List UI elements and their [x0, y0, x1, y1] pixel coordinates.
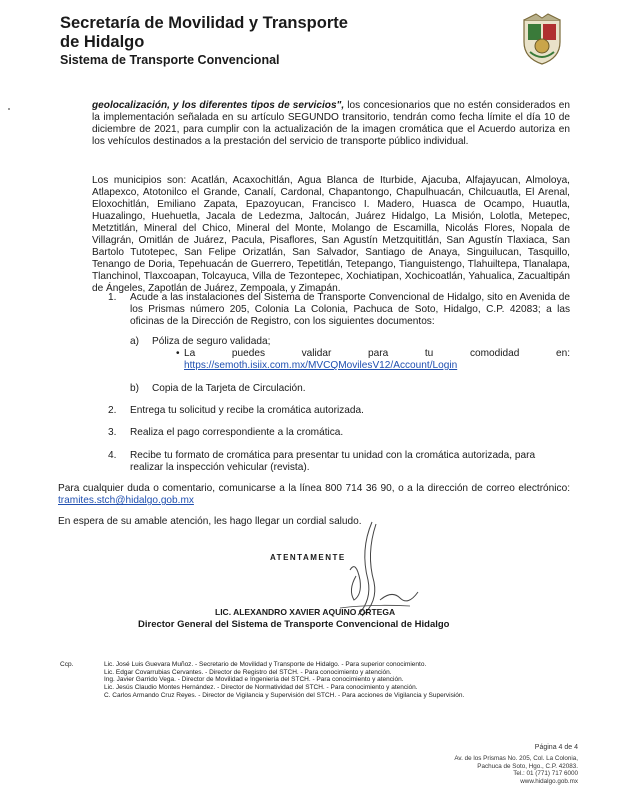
handwritten-signature — [300, 520, 430, 620]
step-4-number: 4. — [108, 450, 117, 461]
ccp-line: Lic. Edgar Covarrubias Cervantes. - Director de Registro del STCH. - Para conocimiento y atención. — [104, 668, 392, 676]
atentamente-label: ATENTAMENTE — [270, 553, 346, 562]
step-3-text: Realiza el pago correspondiente a la cromática. — [130, 427, 344, 438]
item-a-text: Póliza de seguro validada; — [152, 336, 271, 347]
ccp-list — [104, 661, 464, 700]
footer-address-1: Av. de los Prismas No. 205, Col. La Colonia, — [454, 755, 578, 762]
footer-web: www.hidalgo.gob.mx — [520, 777, 578, 785]
footer-address — [454, 755, 578, 785]
contact-paragraph — [58, 483, 570, 507]
ccp-line: Ing. Javier Garrido Vega. - Director de Movilidad e Ingeniería del STCH. - Para conocimiento y atención. — [104, 676, 404, 684]
footer-address-2: Pachuca de Soto, Hgo., C.P. 42083. — [477, 762, 578, 770]
step-1 — [108, 292, 570, 328]
footer-phone: Tel.: 01 (771) 717 6000 — [513, 770, 578, 778]
ccp-line: Lic. Jesús Claudio Montes Hernández. - Director de Normatividad del STCH. - Para conocimiento y atención. — [104, 684, 418, 692]
item-a-label: a) — [130, 336, 139, 347]
header-line2: de Hidalgo — [60, 33, 145, 51]
step-2-text: Entrega tu solicitud y recibe la cromática autorizada. — [130, 405, 364, 416]
step-4-text: Recibe tu formato de cromática para presentar tu unidad con la cromática autorizada, para realizar la inspección vehicular (revista). — [130, 450, 536, 473]
farewell-text: En espera de su amable atención, les hago llegar un cordial saludo. — [58, 516, 362, 527]
intro-paragraph — [92, 100, 570, 148]
validation-link[interactable]: https://semoth.isiix.com.mx/MVCQMovilesV12/Account/Login — [184, 360, 458, 371]
ccp-label: Ccp. — [60, 661, 74, 668]
step-1-number: 1. — [108, 292, 117, 303]
state-coat-of-arms-icon — [520, 12, 564, 66]
header-subtitle: Sistema de Transporte Convencional — [60, 53, 280, 67]
item-b-label: b) — [130, 383, 139, 394]
signer-title: Director General del Sistema de Transporte Convencional de Hidalgo — [138, 619, 450, 630]
ccp-line: Lic. José Luis Guevara Muñoz. - Secretario de Movilidad y Transporte de Hidalgo. - Para superior conocimiento. — [104, 661, 427, 668]
intro-lead: geolocalización, y los diferentes tipos de servicios", — [92, 100, 345, 111]
margin-mark — [8, 108, 10, 110]
contact-text: Para cualquier duda o comentario, comunicarse a la línea 800 714 36 90, o a la dirección de correo electrónico: — [58, 483, 570, 494]
step-3-number: 3. — [108, 427, 117, 438]
bullet-text: La puedes validar para tu comodidad en: — [184, 348, 570, 359]
municipalities-paragraph: Los municipios son: Acatlán, Acaxochitlán, Agua Blanca de Iturbide, Ajacuba, Alfajayucan, Almoloya, Atlapexco, Atotonilco el Grande, Canalí, Cardonal, Chapantongo, Chapulhuacán, Chilcuautla, El Arenal, Eloxochitlán, Emiliano Zapata, Epazoyucan, Francisco I. Madero, Huasca de Ocampo, Huautla, Huazalingo, Huehuetla, Jacala de Ledezma, Jaltocán, Juárez Hidalgo, La Misión, Lolotla, Metepec, Metztitlán, Mineral del Chico, Mineral del Monte, Molango de Escamilla, Nicolás Flores, Nopala de Villagrán, Omitlán de Juárez, Pacula, Pisaflores, San Agustín Metzquititlán, San Agustín Tlaxiaca, San Bartolo Tutotepec, San Felipe Orizatlán, San Salvador, Santiago de Anaya, Singuilucan, Tasquillo, Tenango de Doria, Tepehuacán de Guerrero, Tepetitlán, Tetepango, Tianguistengo, Tlahuiltepa, Tlanalapa, Tlanchinol, Tlaxcoapan, Tolcayuca, Villa de Tezontepec, Xochiatipan, Xochicoatlán, Yahualica, Zacualtipán de Ángeles, Zapotlán de Juárez, Zempoala, y Zimapán. — [92, 175, 570, 294]
step-1-text: Acude a las instalaciones del Sistema de Transporte Convencional de Hidalgo, sito en Avenida de los Prismas número 205, Colonia La Colonia, Pachuca de Soto, Hidalgo, C.P. 42083; a las oficinas de la Dirección de Registro, con los siguientes documentos: — [130, 292, 570, 327]
header-title — [60, 14, 390, 52]
page-number: Página 4 de 4 — [534, 744, 578, 751]
intro-rest: los concesionarios que no estén considerados en la implementación señalada en su artículo SEGUNDO transitorio, tendrán como fecha límite el día 10 de diciembre de 2021, para cumplir con la actualización de la imagen cromática que el Acuerdo autoriza en los vehículos destinados a la prestación del servicio de transporte público individual. — [92, 100, 570, 147]
header-line1: Secretaría de Movilidad y Transporte — [60, 14, 348, 32]
signer-name: LIC. ALEXANDRO XAVIER AQUINO ORTEGA — [215, 607, 396, 617]
bullet-icon: • — [176, 348, 180, 359]
ccp-line: C. Carlos Armando Cruz Reyes. - Director de Vigilancia y Supervisión del STCH. - Para acciones de Vigilancia y Supervisión. — [104, 691, 465, 699]
step-2-number: 2. — [108, 405, 117, 416]
email-link[interactable]: tramites.stch@hidalgo.gob.mx — [58, 495, 194, 506]
item-b-text: Copia de la Tarjeta de Circulación. — [152, 383, 306, 394]
